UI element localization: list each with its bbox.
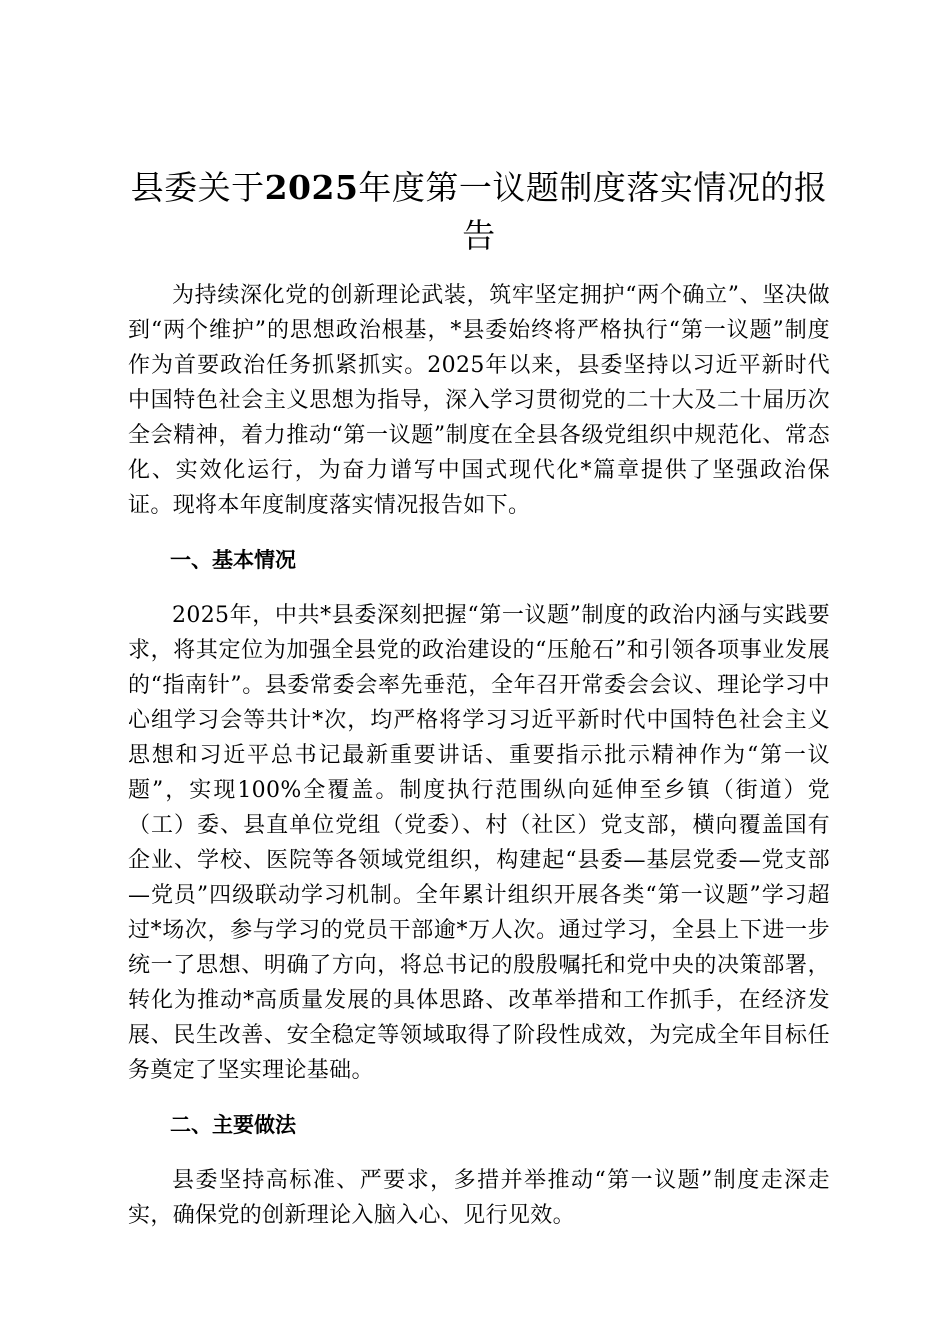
section-heading-main-practices: 二、主要做法 [170,1113,296,1137]
title-year: 2025 [264,168,359,207]
main-practices-paragraph: 县委坚持高标准、严要求，多措并举推动“第一议题”制度走深走实，确保党的创新理论入脑入心、见行见效。 [128,1168,830,1228]
title-prefix: 县委关于 [130,168,265,207]
section-heading-basic-situation: 一、基本情况 [170,548,296,572]
document-page [128,164,830,1233]
title-suffix: 年度第一议题制度落实情况的报告 [358,168,828,255]
basic-situation-paragraph: 2025年，中共*县委深刻把握“第一议题”制度的政治内涵与实践要求，将其定位为加强全县党的政治建设的“压舱石”和引领各项事业发展的“指南针”。县委常委会率先垂范，全年召开常委会会议、理论学习中心组学习会等共计*次，均严格将学习习近平新时代中国特色社会主义思想和习近平总书记最新重要讲话、重要指示批示精神作为“第一议题”，实现100%全覆盖。制度执行范围纵向延伸至乡镇（街道）党（工）委、县直单位党组（党委）、村（社区）党支部，横向覆盖国有企业、学校、医院等各领域党组织，构建起“县委—基层党委—党支部—党员”四级联动学习机制。全年累计组织开展各类“第一议题”学习超过*场次，参与学习的党员干部逾*万人次。通过学习，全县上下进一步统一了思想、明确了方向，将总书记的殷殷嘱托和党中央的决策部署，转化为推动*高质量发展的具体思路、改革举措和工作抓手，在经济发展、民生改善、安全稳定等领域取得了阶段性成效，为完成全年目标任务奠定了坚实理论基础。 [128,603,830,1083]
intro-paragraph: 为持续深化党的创新理论武装，筑牢坚定拥护“两个确立”、坚决做到“两个维护”的思想政治根基，*县委始终将严格执行“第一议题”制度作为首要政治任务抓紧抓实。2025年以来，县委坚持以习近平新时代中国特色社会主义思想为指导，深入学习贯彻党的二十大及二十届历次全会精神，着力推动“第一议题”制度在全县各级党组织中规范化、常态化、实效化运行，为奋力谱写中国式现代化*篇章提供了坚强政治保证。现将本年度制度落实情况报告如下。 [128,283,830,518]
document-title [128,164,830,260]
